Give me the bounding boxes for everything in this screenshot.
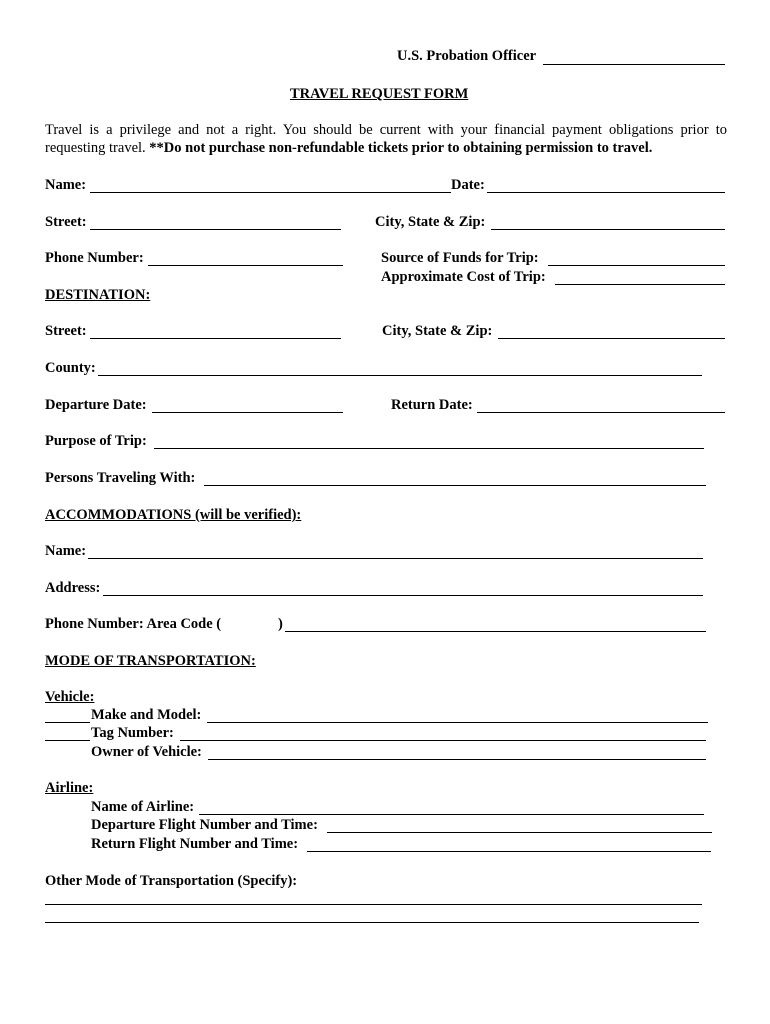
name-label: Name: (45, 177, 87, 193)
phone-number-field[interactable] (148, 265, 343, 266)
destination-street-label: Street: (45, 323, 87, 339)
make-model-field[interactable] (207, 722, 708, 723)
intro-paragraph (45, 121, 727, 157)
owner-of-vehicle-field[interactable] (208, 759, 706, 760)
other-transportation-line-1[interactable] (45, 904, 702, 905)
form-title: TRAVEL REQUEST FORM (290, 86, 469, 102)
return-date-label: Return Date: (391, 397, 473, 413)
accommodation-phone-field[interactable] (285, 631, 706, 632)
return-date-field[interactable] (477, 412, 725, 413)
accommodation-address-field[interactable] (103, 595, 703, 596)
name-field[interactable] (90, 192, 451, 193)
return-flight-field[interactable] (307, 851, 711, 852)
airline-name-field[interactable] (199, 814, 704, 815)
persons-traveling-label: Persons Traveling With: (45, 470, 196, 486)
street-label: Street: (45, 214, 87, 230)
street-field[interactable] (90, 229, 341, 230)
approximate-cost-field[interactable] (555, 284, 725, 285)
return-flight-label: Return Flight Number and Time: (91, 836, 299, 852)
accommodation-name-field[interactable] (88, 558, 703, 559)
accommodation-name-label: Name: (45, 543, 87, 559)
area-code-field[interactable] (232, 618, 276, 632)
other-transportation-label: Other Mode of Transportation (Specify): (45, 873, 298, 889)
owner-of-vehicle-label: Owner of Vehicle: (91, 744, 202, 760)
intro-text: Travel is a privilege and not a right. You should be current with your financial payment obligations prior to requesting travel. (45, 122, 727, 156)
destination-city-field[interactable] (498, 338, 725, 339)
intro-warning: **Do not purchase non-refundable tickets prior to obtaining permission to travel. (149, 140, 653, 156)
source-of-funds-field[interactable] (548, 265, 725, 266)
departure-flight-field[interactable] (327, 832, 712, 833)
destination-street-field[interactable] (90, 338, 341, 339)
date-label: Date: (451, 177, 485, 193)
approximate-cost-label: Approximate Cost of Trip: (381, 269, 546, 285)
probation-officer-field[interactable] (543, 64, 725, 65)
area-code-close-paren: ) (278, 616, 283, 632)
phone-number-label: Phone Number: (45, 250, 144, 266)
county-label: County: (45, 360, 96, 376)
airline-heading: Airline: (45, 780, 94, 796)
airline-name-label: Name of Airline: (91, 799, 195, 815)
tag-number-label: Tag Number: (91, 725, 174, 741)
purpose-of-trip-field[interactable] (154, 448, 704, 449)
county-field[interactable] (98, 375, 702, 376)
tag-number-field[interactable] (180, 740, 706, 741)
accommodation-address-label: Address: (45, 580, 101, 596)
tag-number-check-field[interactable] (45, 740, 90, 741)
destination-city-label: City, State & Zip: (382, 323, 493, 339)
accommodation-phone-label: Phone Number: Area Code ( (45, 616, 222, 632)
make-model-label: Make and Model: (91, 707, 202, 723)
date-field[interactable] (487, 192, 725, 193)
transportation-heading: MODE OF TRANSPORTATION: (45, 653, 256, 669)
source-of-funds-label: Source of Funds for Trip: (381, 250, 539, 266)
make-model-check-field[interactable] (45, 722, 90, 723)
persons-traveling-field[interactable] (204, 485, 706, 486)
other-transportation-line-2[interactable] (45, 922, 699, 923)
purpose-of-trip-label: Purpose of Trip: (45, 433, 147, 449)
destination-heading: DESTINATION: (45, 287, 151, 303)
departure-flight-label: Departure Flight Number and Time: (91, 817, 318, 833)
city-state-zip-label: City, State & Zip: (375, 214, 486, 230)
probation-officer-label: U.S. Probation Officer (397, 48, 537, 64)
departure-date-field[interactable] (152, 412, 343, 413)
departure-date-label: Departure Date: (45, 397, 147, 413)
accommodations-heading: ACCOMMODATIONS (will be verified): (45, 507, 302, 523)
vehicle-heading: Vehicle: (45, 689, 95, 705)
city-state-zip-field[interactable] (491, 229, 725, 230)
